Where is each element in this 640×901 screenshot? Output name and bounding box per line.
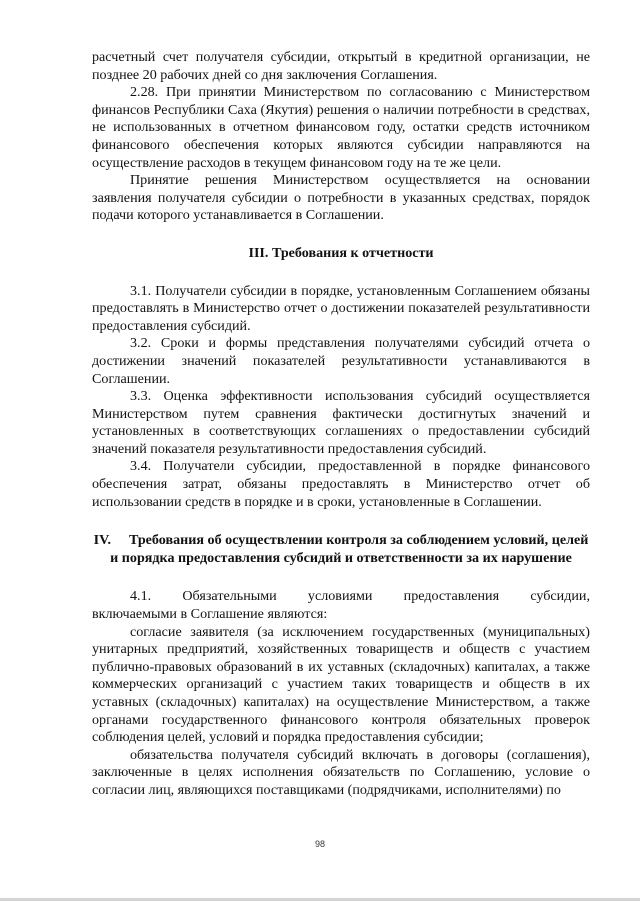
paragraph-3-1: 3.1. Получатели субсидии в порядке, установленным Соглашением обязаны предоставлять в Министерство отчет о достижении показателей результативности предоставления субсидий. (92, 282, 590, 334)
paragraph-3-3: 3.3. Оценка эффективности использования субсидий осуществляется Министерством путем сравнения фактически достигнутых значений и установленных в соответствующих соглашениях о предоставлении субсидий значений показателя результативности предоставления субсидий. (92, 388, 590, 457)
paragraph-2-28: 2.28. При принятии Министерством по согласованию с Министерством финансов Республики Саха (Якутия) решения о наличии потребности в средствах, не использованных в отчетном финансовом году, остатки средств источником финансового обеспечения которых являются субсидии направляются на осуществление расходов в текущем финансовом году на те же цели. (92, 84, 590, 171)
section-4-title: Требования об осуществлении контроля за соблюдением условий, целей и порядка предоставления субсидий и ответственности за их нарушение (110, 532, 589, 566)
paragraph-continuation: расчетный счет получателя субсидии, открытый в кредитной организации, не позднее 20 рабочих дней со дня заключения Соглашения. (92, 49, 590, 83)
paragraph-decision: Принятие решения Министерством осуществляется на основании заявления получателя субсидии о потребности в указанных средствах, порядок подачи которого устанавливается в Соглашении. (92, 172, 590, 224)
paragraph-obligations: обязательства получателя субсидий включать в договоры (соглашения), заключенные в целях исполнения обязательств по Соглашению, условие о согласии лиц, являющихся поставщиками (подрядчиками, исполнителями) по (92, 746, 590, 798)
paragraph-4-1: 4.1. Обязательными условиями предоставления субсидии, включаемыми в Соглашение являются: (92, 588, 594, 623)
section-4-heading (92, 532, 590, 567)
paragraph-3-4: 3.4. Получатели субсидии, предоставленной в порядке финансового обеспечения затрат, обязаны предоставлять в Министерство отчет об использовании средств в порядке и в сроки, установленные в Соглашении. (92, 458, 590, 510)
document-body (92, 49, 594, 800)
paragraph-consent: согласие заявителя (за исключением государственных (муниципальных) унитарных предприятий, хозяйственных товариществ и обществ с участием публично-правовых образований в их уставных (складочных) капиталах, а также коммерческих организаций с участием таких товариществ и обществ в их уставных (складочных) капиталах) на осуществление Министерством, а также органами государственного финансового контроля обязательных проверок соблюдения целей, условий и порядка предоставления субсидии; (92, 623, 590, 746)
page-number: 98 (314, 839, 325, 849)
paragraph-3-2: 3.2. Сроки и формы представления получателями субсидий отчета о достижении значений показателей результативности устанавливаются в Соглашении. (92, 335, 590, 387)
section-3-heading: III. Требования к отчетности (248, 244, 434, 261)
section-4-number: IV. (93, 532, 111, 549)
